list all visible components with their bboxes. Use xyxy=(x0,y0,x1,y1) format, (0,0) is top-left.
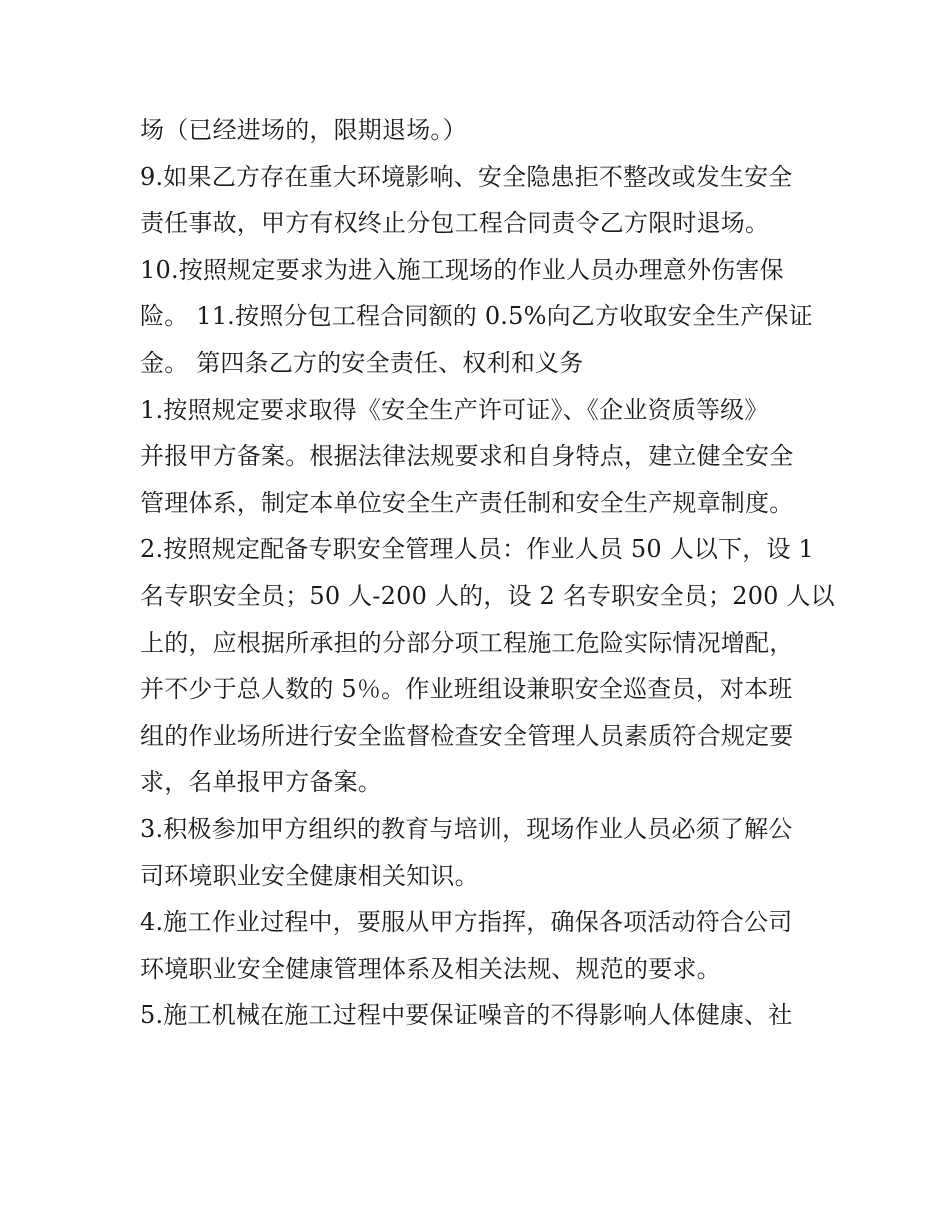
text-line: 2.按照规定配备专职安全管理人员：作业人员 50 人以下，设 1 xyxy=(140,535,814,564)
text-line: 并不少于总人数的 5％。作业班组设兼职安全巡查员，对本班 xyxy=(140,675,793,704)
text-line: 场（已经进场的，限期退场。） xyxy=(140,116,467,144)
text-line: 环境职业安全健康管理体系及相关法规、规范的要求。 xyxy=(140,954,721,983)
text-line: 5.施工机械在施工过程中要保证噪音的不得影响人体健康、社 xyxy=(140,1001,793,1030)
text-line: 1.按照规定要求取得《安全生产许可证》、《企业资质等级》 xyxy=(140,395,769,424)
text-line: 管理体系，制定本单位安全生产责任制和安全生产规章制度。 xyxy=(140,488,794,517)
text-line: 上的，应根据所承担的分部分项工程施工危险实际情况增配， xyxy=(140,628,794,657)
text-line: 并报甲方备案。根据法律法规要求和自身特点，建立健全安全 xyxy=(140,442,794,471)
text-line: 9.如果乙方存在重大环境影响、安全隐患拒不整改或发生安全 xyxy=(140,162,793,191)
text-line: 组的作业场所进行安全监督检查安全管理人员素质符合规定要 xyxy=(140,721,794,750)
text-line: 金。 第四条乙方的安全责任、权利和义务 xyxy=(140,348,584,377)
text-line: 司环境职业安全健康相关知识。 xyxy=(140,861,479,890)
text-line: 4.施工作业过程中，要服从甲方指挥，确保各项活动符合公司 xyxy=(140,908,793,937)
text-line: 10.按照规定要求为进入施工现场的作业人员办理意外伤害保 xyxy=(140,255,784,284)
text-line: 险。 11.按照分包工程合同额的 0.5%向乙方收取安全生产保证 xyxy=(140,302,813,331)
document-body xyxy=(140,107,835,1039)
text-line: 求，名单报甲方备案。 xyxy=(140,768,382,797)
text-line: 名专职安全员；50 人-200 人的，设 2 名专职安全员；200 人以 xyxy=(140,581,835,610)
text-line: 3.积极参加甲方组织的教育与培训，现场作业人员必须了解公 xyxy=(140,814,793,843)
text-line: 责任事故，甲方有权终止分包工程合同责令乙方限时退场。 xyxy=(140,209,770,238)
